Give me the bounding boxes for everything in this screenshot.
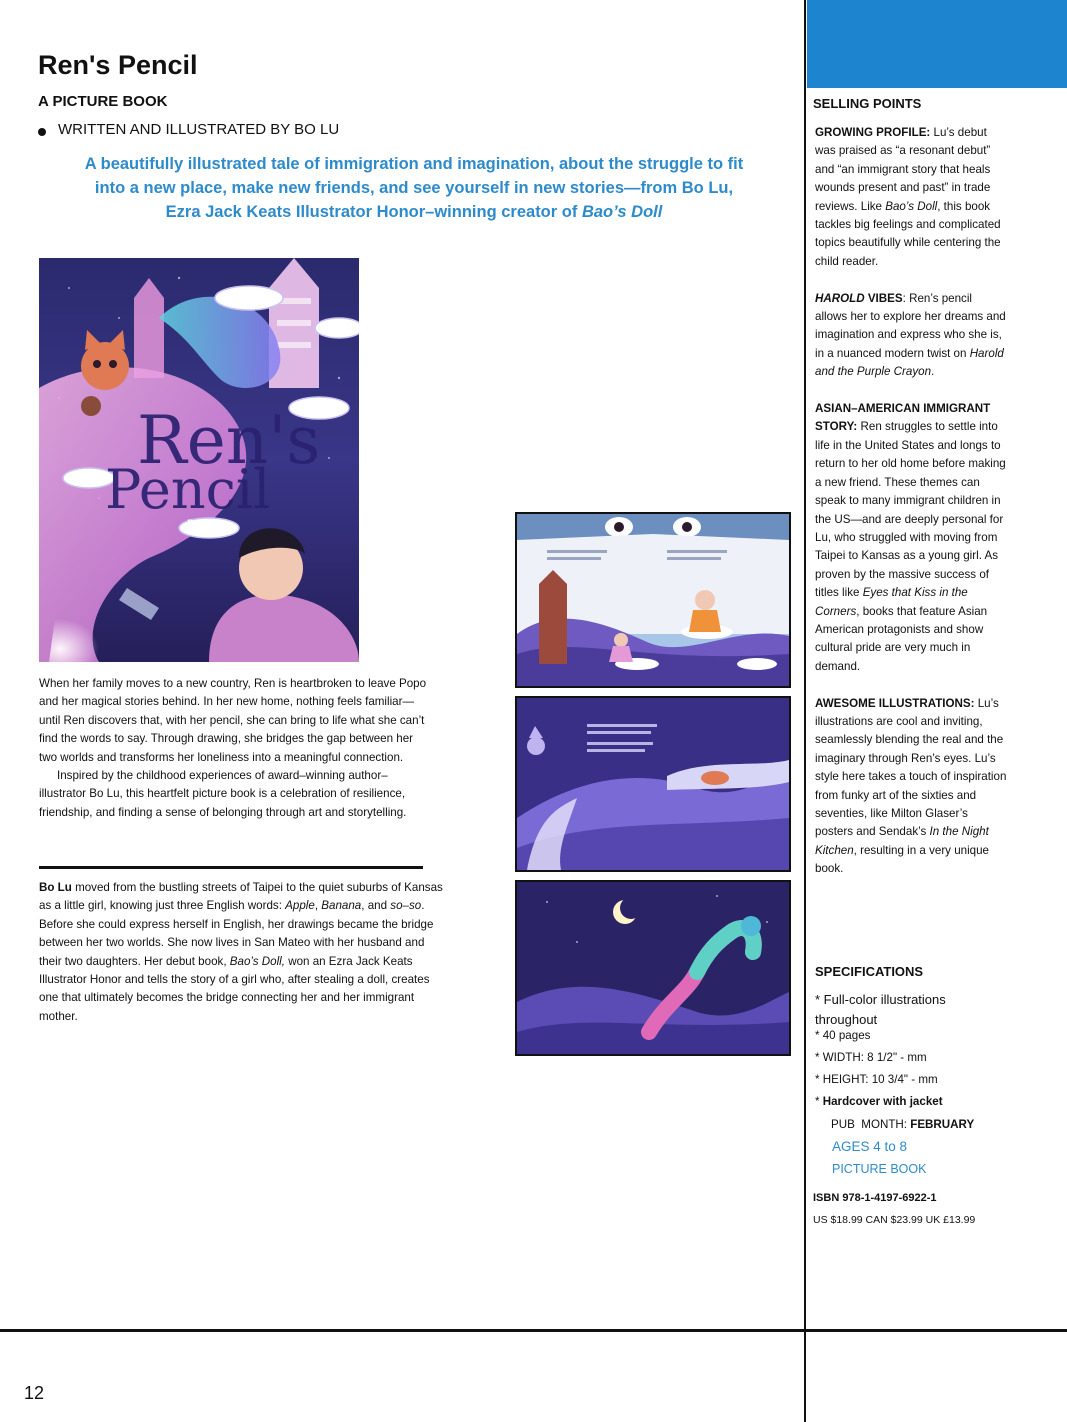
- interior-spread-1: [515, 512, 791, 688]
- bio-word: Apple: [285, 899, 315, 913]
- selling-point-label: AWESOME ILLUSTRATIONS:: [815, 696, 975, 710]
- bullet-icon: [38, 128, 46, 136]
- book-description: [39, 675, 434, 822]
- pub-month-value: FEBRUARY: [910, 1118, 975, 1131]
- bio-word: so–so: [390, 899, 422, 913]
- spread-illustration: [517, 882, 789, 1054]
- spread-illustration: [517, 698, 789, 870]
- description-paragraph: When her family moves to a new country, Ren is heartbroken to leave Popo and her magical stories behind. In her new home, nothing feels familiar—until Ren discovers that, with her pencil, she can bring to life what she can’t find the words to say. Through drawing, she bridges the gap between her two worlds and transforms her loneliness into a meaningful connection.: [39, 677, 427, 764]
- byline: [38, 121, 339, 138]
- selling-point-text: , books that feature Asian American protagonists and show cultural pride are very much in demand.: [815, 604, 988, 673]
- byline-text: WRITTEN AND ILLUSTRATED BY BO LU: [58, 121, 340, 138]
- format-label: A PICTURE BOOK: [38, 93, 168, 110]
- specifications-heading: SPECIFICATIONS: [815, 964, 924, 979]
- bio-text: , and: [361, 899, 391, 913]
- tagline: [78, 152, 750, 224]
- selling-point-label: VIBES: [864, 291, 903, 305]
- selling-point-text: Ren struggles to settle into life in the United States and longs to return to her old home before making a new friend. These themes can speak to many immigrant children in the US—and are deeply personal for Lu, who struggled with moving from Taipei to Kansas as a young girl. As proven by the massive success of titles like: [815, 420, 1006, 600]
- cover-author: BO LU: [187, 519, 218, 529]
- book-cover-image: [39, 258, 359, 662]
- bio-text: . Before she could express herself in English, her drawings became the bridge between her two worlds. She now lives in San Mateo with her husband and their two daughters. Her debut book,: [39, 899, 434, 968]
- selling-points-heading: SELLING POINTS: [813, 96, 922, 111]
- selling-point: [815, 124, 1007, 271]
- author-name: Bo Lu: [39, 881, 72, 894]
- description-paragraph: Inspired by the childhood experiences of award–winning author–illustrator Bo Lu, this heartfelt picture book is a celebration of resilience, friendship, and finding a sense of belonging through art and storytelling.: [39, 769, 407, 819]
- selling-point: [815, 695, 1007, 879]
- spec-item: * WIDTH: 8 1/2" - mm: [815, 1051, 927, 1064]
- selling-point-title: Eyes that Kiss in the Corners: [815, 586, 968, 618]
- interior-spread-3: [515, 880, 791, 1056]
- selling-point-text: Lu’s illustrations are cool and inviting, seamlessly blending the real and the imaginary through Ren’s eyes. Lu’s style here takes a touch of inspiration from funky art of the sixties and seventies, like Milton Glaser’s posters and Sendak’s: [815, 696, 1007, 839]
- selling-points: [815, 124, 1007, 897]
- book-title: Ren's Pencil: [38, 50, 198, 80]
- interior-spread-2: [515, 696, 791, 872]
- spec-item: [815, 1095, 943, 1108]
- pub-month-label: PUB MONTH:: [831, 1118, 911, 1131]
- age-range: AGES 4 to 8: [832, 1139, 908, 1154]
- cover-illustration: [39, 258, 359, 662]
- cover-title-line2: Pencil: [105, 458, 271, 521]
- selling-point-label: HAROLD: [815, 291, 865, 305]
- pub-month: [831, 1118, 974, 1131]
- selling-point-title: Bao’s Doll: [885, 199, 938, 213]
- tagline-book-title: Bao’s Doll: [581, 203, 663, 221]
- selling-point-label: ASIAN–AMERICAN IMMIGRANT STORY:: [815, 402, 991, 434]
- selling-point-text: Ren’s pencil allows her to explore her dreams and imagination and express who she is, in a nuanced modern twist on: [815, 291, 1006, 360]
- tagline-text: A beautifully illustrated tale of immigration and imagination, about the struggle to fit into a new place, make new friends, and see yourself in new stories—from Bo Lu, Ezra Jack Keats Illustrator Honor–winning creator of: [84, 155, 744, 221]
- column-divider: [804, 0, 806, 1422]
- cover-title-line1: Ren's: [137, 402, 321, 479]
- author-bio: [39, 879, 444, 1026]
- spec-binding: Hardcover with jacket: [822, 1095, 943, 1108]
- selling-point-title: Harold and the Purple Crayon: [815, 346, 1004, 379]
- selling-point: [815, 290, 1007, 382]
- category: PICTURE BOOK: [832, 1162, 927, 1176]
- bio-text: won an Ezra Jack Keats Illustrator Honor and tells the story of a girl who, after stealing a doll, creates one that ultimately becomes the bridge connecting her and her immigrant mother.: [39, 954, 430, 1023]
- spec-item: * 40 pages: [815, 1029, 871, 1042]
- divider: [39, 866, 423, 869]
- selling-point-text: .: [931, 365, 935, 379]
- selling-point-label: GROWING PROFILE:: [815, 126, 931, 139]
- selling-point: [815, 400, 1007, 676]
- page-number: 12: [24, 1383, 45, 1403]
- header-color-band: [807, 0, 1067, 88]
- footer-divider: [0, 1329, 1067, 1332]
- bio-text: ,: [314, 899, 322, 913]
- spec-bullet: *: [815, 1095, 823, 1108]
- bio-word: Banana: [321, 899, 362, 913]
- spread-illustration: [517, 514, 789, 686]
- spec-item: * Full-color illustrations throughout: [815, 992, 946, 1027]
- bio-book-title: Bao’s Doll,: [229, 954, 285, 968]
- selling-point-text: , resulting in a very unique book.: [815, 843, 990, 876]
- selling-point-title: In the Night Kitchen: [815, 825, 989, 857]
- selling-point-text: , this book tackles big feelings and complicated topics beautifully while centering the child reader.: [815, 199, 1001, 268]
- bio-text: moved from the bustling streets of Taipei to the quiet suburbs of Kansas as a little girl, knowing just three English words:: [39, 881, 443, 913]
- price: US $18.99 CAN $23.99 UK £13.99: [813, 1214, 976, 1226]
- isbn: ISBN 978-1-4197-6922-1: [813, 1192, 937, 1204]
- spec-item: * HEIGHT: 10 3/4" - mm: [815, 1073, 938, 1086]
- selling-point-text: Lu’s debut was praised as “a resonant debut” and “an immigrant story that heals wounds present and past” in trade reviews. Like: [815, 126, 991, 213]
- selling-point-text: :: [902, 291, 906, 305]
